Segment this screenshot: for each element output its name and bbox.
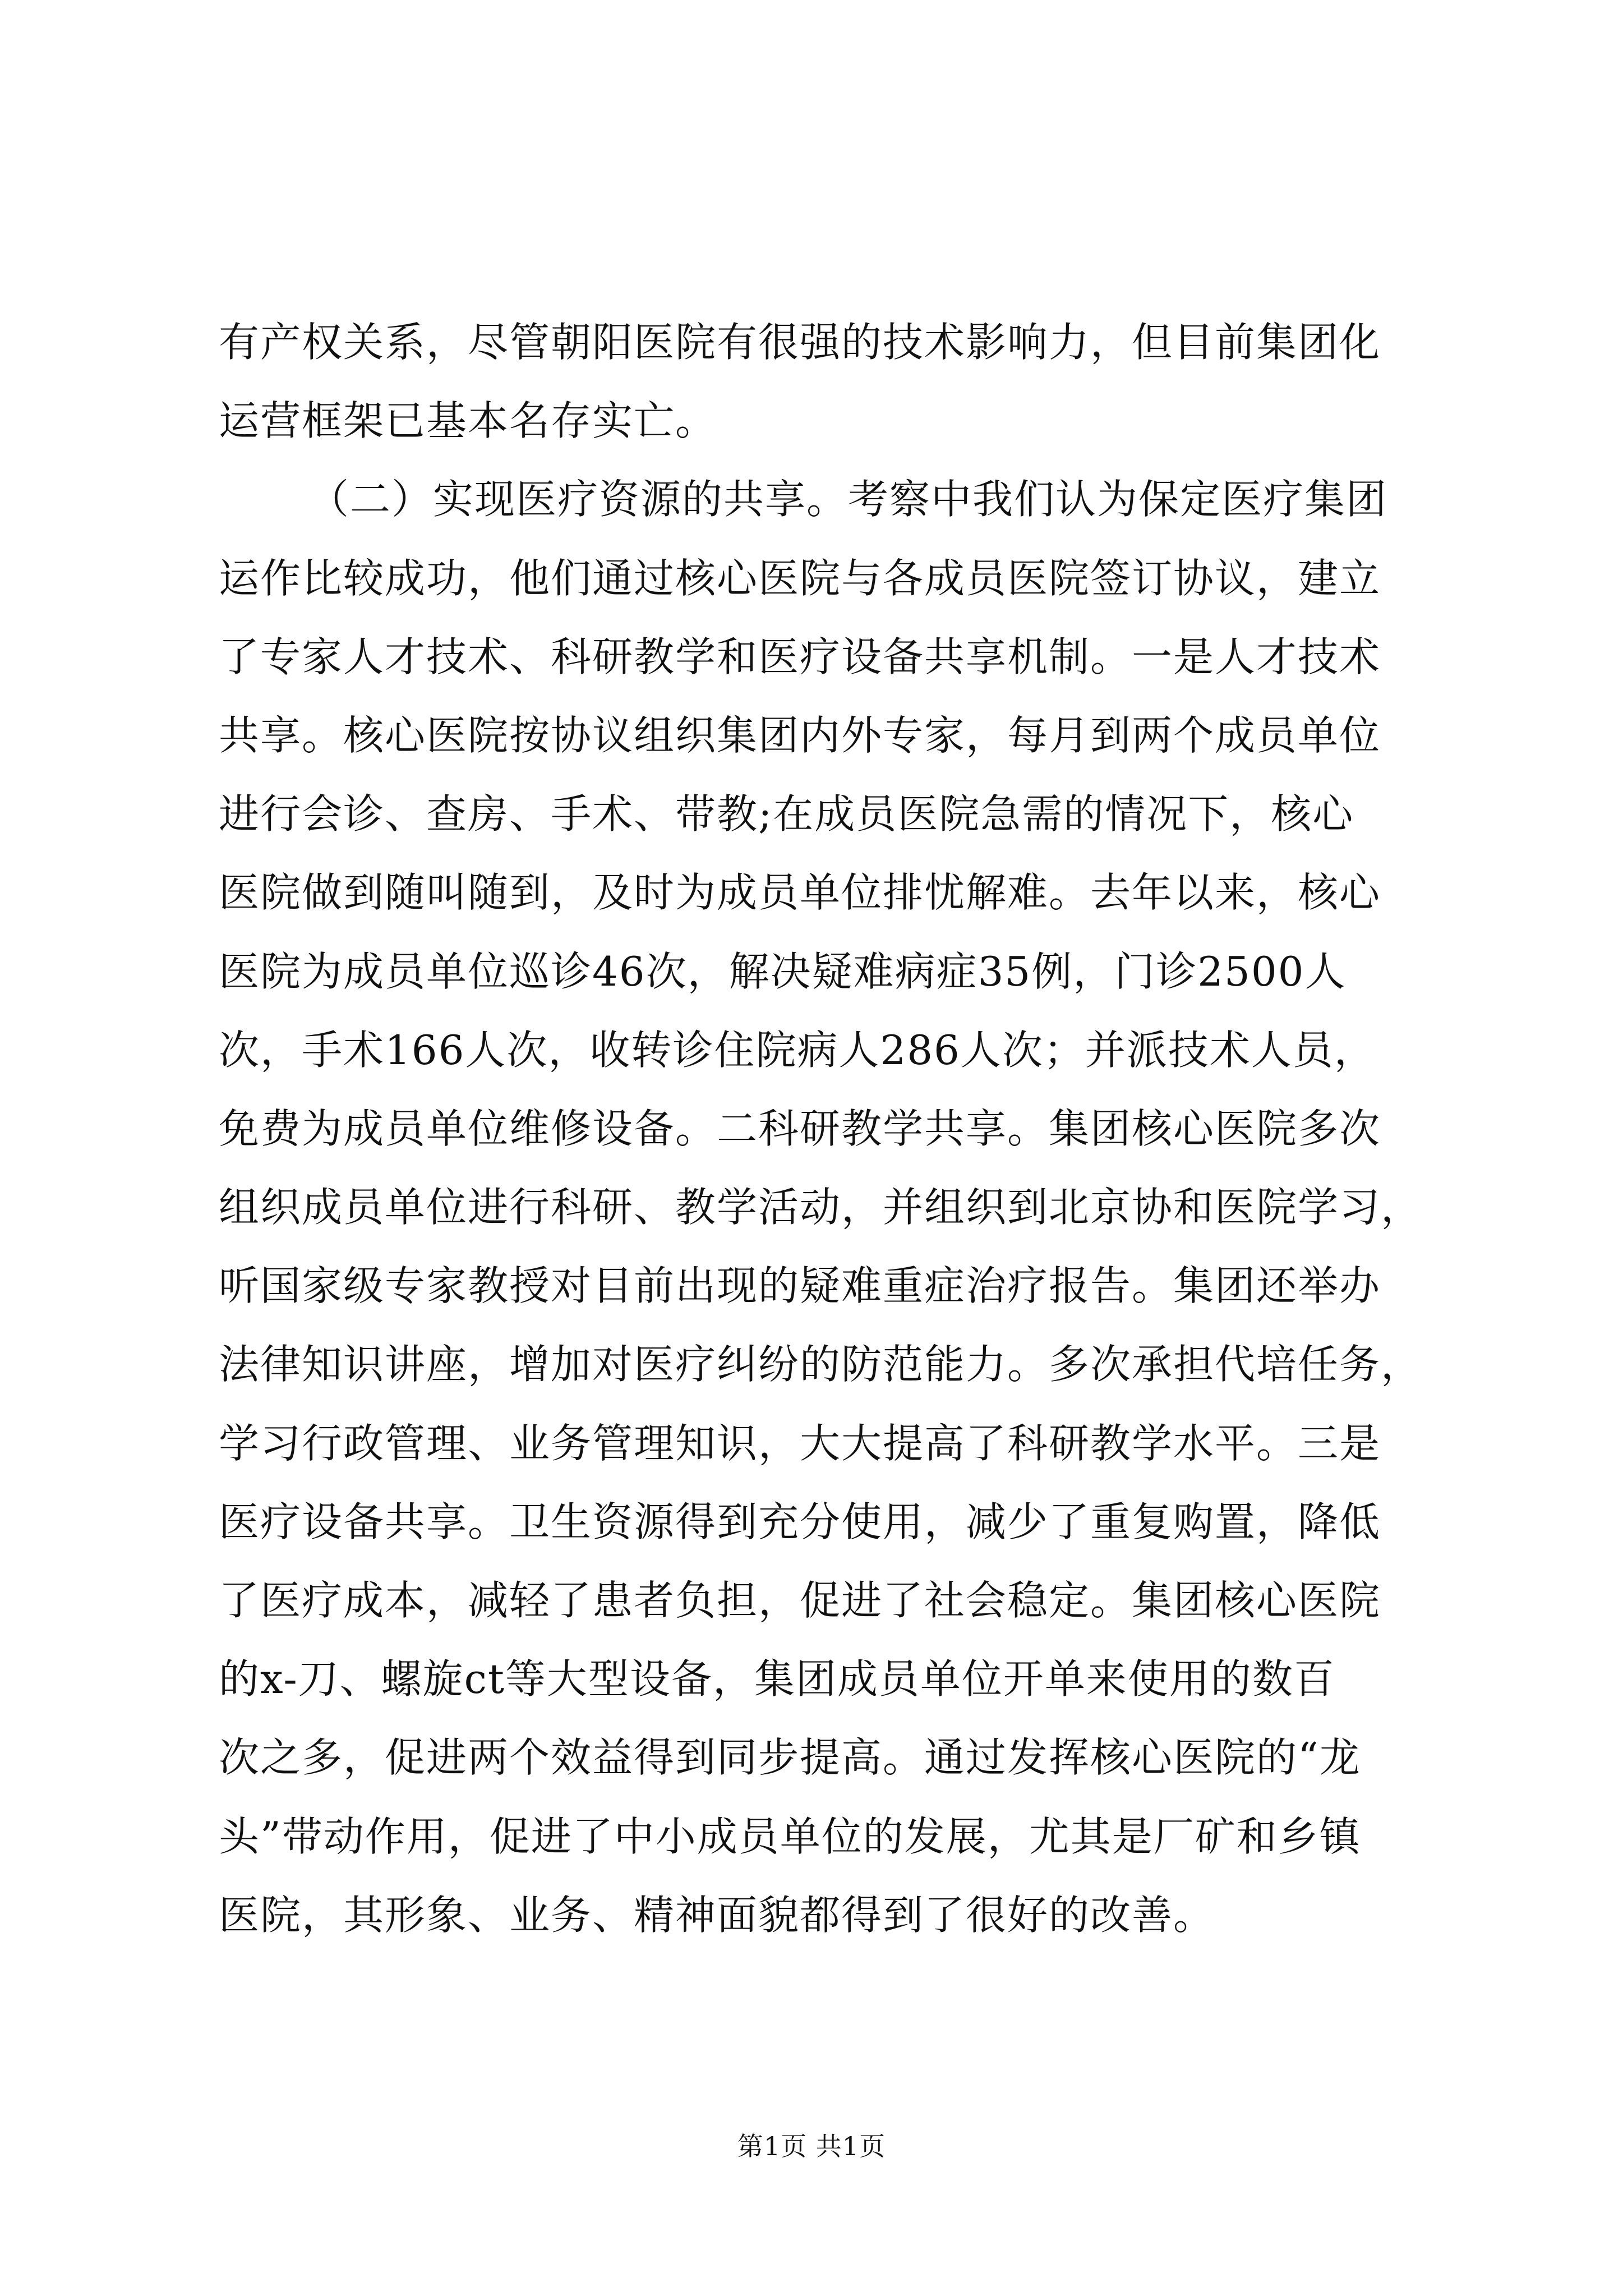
- text-line: （二）实现医疗资源的共享。考察中我们认为保定医疗集团: [308, 476, 1388, 523]
- text-line: 医院为成员单位巡诊46次，解决疑难病症35例，门诊2500人: [219, 947, 1347, 995]
- text-line: 学习行政管理、业务管理知识，大大提高了科研教学水平。三是: [219, 1419, 1381, 1467]
- text-line: 有产权关系，尽管朝阳医院有很强的技术影响力，但目前集团化: [219, 319, 1381, 366]
- text-line: 医院，其形象、业务、精神面貌都得到了很好的改善。: [219, 1891, 1215, 1939]
- text-line: 免费为成员单位维修设备。二科研教学共享。集团核心医院多次: [219, 1105, 1381, 1152]
- text-line: 医院做到随叫随到，及时为成员单位排忧解难。去年以来，核心: [219, 869, 1381, 917]
- text-line: 次，手术166人次，收转诊住院病人286人次；并派技术人员，: [219, 1026, 1376, 1074]
- document-body: [219, 303, 1423, 1954]
- text-line: 共享。核心医院按协议组织集团内外专家，每月到两个成员单位: [219, 711, 1381, 759]
- text-line: 的x-刀、螺旋ct等大型设备，集团成员单位开单来使用的数百: [219, 1655, 1335, 1703]
- text-line: 次之多，促进两个效益得到同步提高。通过发挥核心医院的“龙: [219, 1734, 1361, 1782]
- text-line: 运作比较成功，他们通过核心医院与各成员医院签订协议，建立: [219, 554, 1381, 602]
- text-line: 了医疗成本，减轻了患者负担，促进了社会稳定。集团核心医院: [219, 1577, 1381, 1624]
- text-line: 了专家人才技术、科研教学和医疗设备共享机制。一是人才技术: [219, 633, 1381, 680]
- text-line: 听国家级专家教授对目前出现的疑难重症治疗报告。集团还举办: [219, 1262, 1381, 1310]
- text-line: 进行会诊、查房、手术、带教;在成员医院急需的情况下，核心: [219, 790, 1354, 838]
- text-line: 运营框架已基本名存实亡。: [219, 397, 717, 445]
- text-line: 医疗设备共享。卫生资源得到充分使用，减少了重复购置，降低: [219, 1498, 1381, 1545]
- text-line: 法律知识讲座，增加对医疗纠纷的防范能力。多次承担代培任务，: [219, 1341, 1423, 1388]
- page-number: 第1页 共1页: [737, 2131, 886, 2161]
- text-line: 头”带动作用，促进了中小成员单位的发展，尤其是厂矿和乡镇: [219, 1812, 1361, 1860]
- page-footer: [0, 2126, 1623, 2163]
- text-line: 组织成员单位进行科研、教学活动，并组织到北京协和医院学习，: [219, 1184, 1423, 1231]
